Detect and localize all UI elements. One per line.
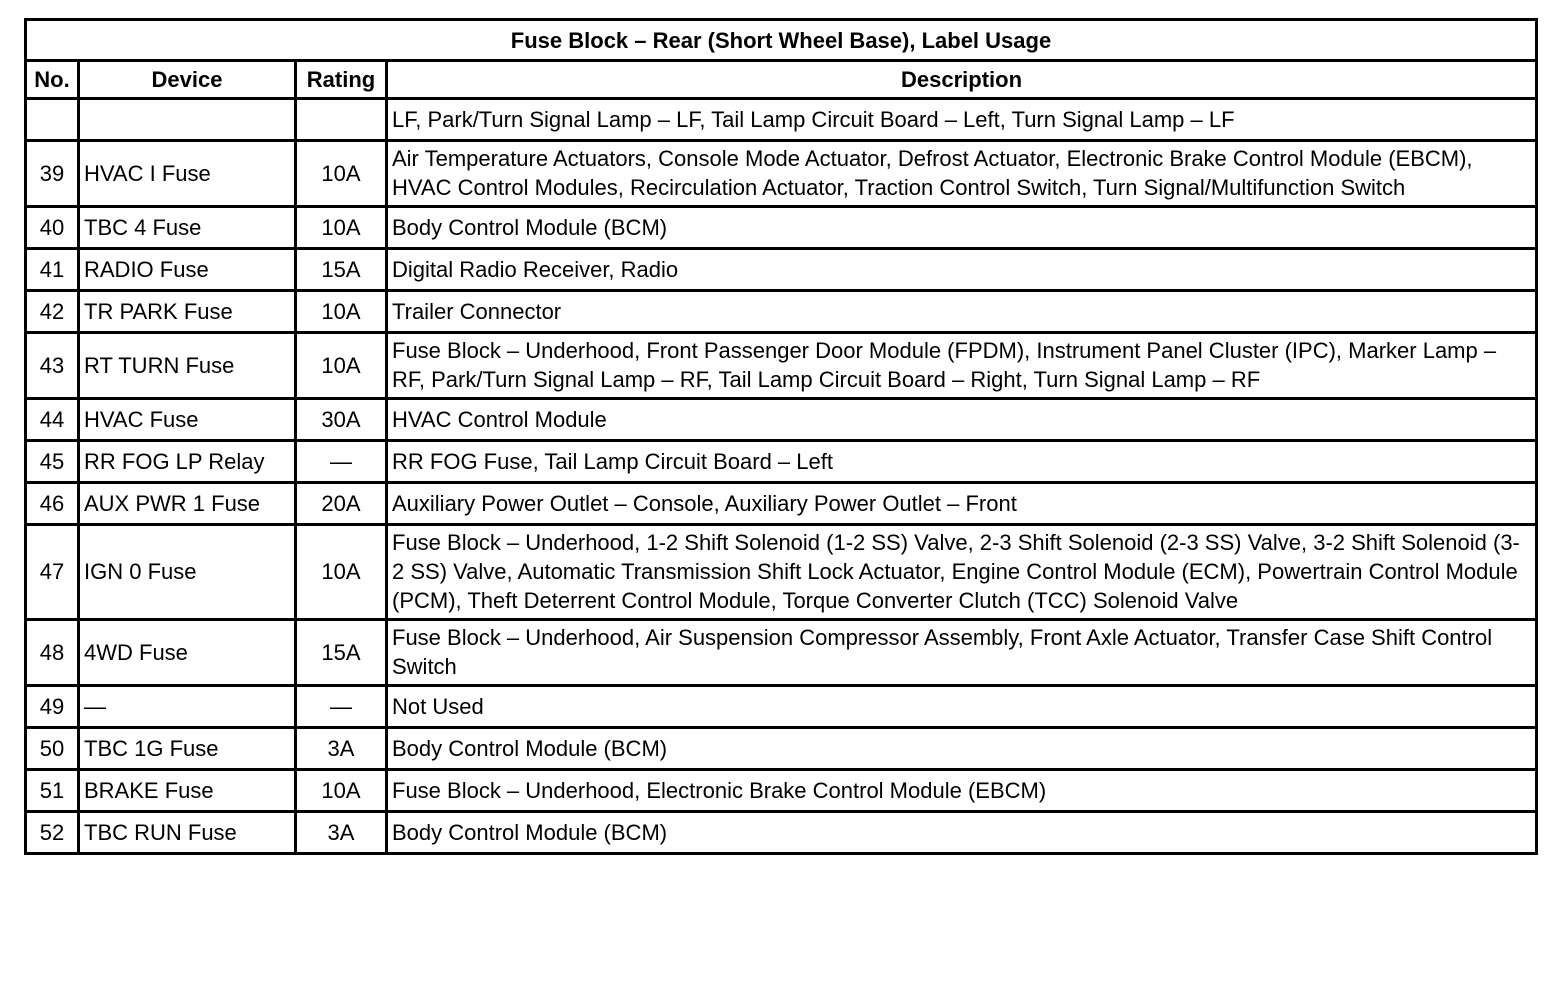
cell-rating: 10A: [296, 291, 387, 333]
cell-rating: 10A: [296, 141, 387, 207]
cell-description: Fuse Block – Underhood, Front Passenger Door Module (FPDM), Instrument Panel Cluster (IPC), Marker Lamp – RF, Park/Turn Signal Lamp – RF, Tail Lamp Circuit Board – Right, Turn Signal Lamp – RF: [387, 333, 1537, 399]
cell-no: 47: [26, 525, 79, 620]
table-row: [26, 770, 1537, 812]
cell-device: RADIO Fuse: [79, 249, 296, 291]
header-description: Description: [387, 61, 1537, 99]
table-row: [26, 620, 1537, 686]
table-row: [26, 812, 1537, 854]
cell-no: 41: [26, 249, 79, 291]
cell-no: 49: [26, 686, 79, 728]
cell-device: BRAKE Fuse: [79, 770, 296, 812]
cell-description: Fuse Block – Underhood, Electronic Brake Control Module (EBCM): [387, 770, 1537, 812]
cell-device: TBC 4 Fuse: [79, 207, 296, 249]
header-row: [26, 61, 1537, 99]
cell-device: RR FOG LP Relay: [79, 441, 296, 483]
table-row: [26, 441, 1537, 483]
fuse-block-table: [24, 18, 1538, 855]
cell-rating: 3A: [296, 728, 387, 770]
cell-description: HVAC Control Module: [387, 399, 1537, 441]
cell-no: [26, 99, 79, 141]
table-row: [26, 525, 1537, 620]
table-row: [26, 686, 1537, 728]
table-row: [26, 207, 1537, 249]
header-rating: Rating: [296, 61, 387, 99]
cell-device: HVAC I Fuse: [79, 141, 296, 207]
cell-device: 4WD Fuse: [79, 620, 296, 686]
table-title: Fuse Block – Rear (Short Wheel Base), Label Usage: [26, 20, 1537, 61]
cell-description: Fuse Block – Underhood, Air Suspension Compressor Assembly, Front Axle Actuator, Transfer Case Shift Control Switch: [387, 620, 1537, 686]
table-row: [26, 99, 1537, 141]
cell-device: TBC 1G Fuse: [79, 728, 296, 770]
cell-description: Air Temperature Actuators, Console Mode Actuator, Defrost Actuator, Electronic Brake Control Module (EBCM), HVAC Control Modules, Recirculation Actuator, Traction Control Switch, Turn Signal/Multifunction Switch: [387, 141, 1537, 207]
cell-description: Not Used: [387, 686, 1537, 728]
cell-rating: 30A: [296, 399, 387, 441]
cell-rating: 10A: [296, 207, 387, 249]
cell-rating: [296, 99, 387, 141]
table-row: [26, 249, 1537, 291]
cell-rating: 20A: [296, 483, 387, 525]
header-no: No.: [26, 61, 79, 99]
cell-description: LF, Park/Turn Signal Lamp – LF, Tail Lamp Circuit Board – Left, Turn Signal Lamp – LF: [387, 99, 1537, 141]
cell-description: Auxiliary Power Outlet – Console, Auxiliary Power Outlet – Front: [387, 483, 1537, 525]
cell-rating: 15A: [296, 249, 387, 291]
cell-rating: 10A: [296, 770, 387, 812]
cell-device: AUX PWR 1 Fuse: [79, 483, 296, 525]
cell-device: —: [79, 686, 296, 728]
cell-description: Digital Radio Receiver, Radio: [387, 249, 1537, 291]
cell-device: HVAC Fuse: [79, 399, 296, 441]
cell-no: 40: [26, 207, 79, 249]
table-row: [26, 483, 1537, 525]
cell-rating: —: [296, 686, 387, 728]
cell-no: 51: [26, 770, 79, 812]
cell-rating: 15A: [296, 620, 387, 686]
cell-no: 45: [26, 441, 79, 483]
cell-rating: 10A: [296, 525, 387, 620]
title-row: [26, 20, 1537, 61]
cell-description: Fuse Block – Underhood, 1-2 Shift Solenoid (1-2 SS) Valve, 2-3 Shift Solenoid (2-3 SS) Valve, 3-2 Shift Solenoid (3-2 SS) Valve, Automatic Transmission Shift Lock Actuator, Engine Control Module (ECM), Powertrain Control Module (PCM), Theft Deterrent Control Module, Torque Converter Clutch (TCC) Solenoid Valve: [387, 525, 1537, 620]
table-row: [26, 141, 1537, 207]
cell-device: TBC RUN Fuse: [79, 812, 296, 854]
header-device: Device: [79, 61, 296, 99]
table-row: [26, 291, 1537, 333]
cell-no: 44: [26, 399, 79, 441]
cell-no: 48: [26, 620, 79, 686]
cell-description: Body Control Module (BCM): [387, 728, 1537, 770]
table-row: [26, 333, 1537, 399]
cell-device: RT TURN Fuse: [79, 333, 296, 399]
cell-description: Body Control Module (BCM): [387, 207, 1537, 249]
cell-description: Trailer Connector: [387, 291, 1537, 333]
cell-no: 39: [26, 141, 79, 207]
cell-description: Body Control Module (BCM): [387, 812, 1537, 854]
cell-no: 50: [26, 728, 79, 770]
cell-rating: 3A: [296, 812, 387, 854]
cell-no: 43: [26, 333, 79, 399]
table-row: [26, 728, 1537, 770]
cell-rating: —: [296, 441, 387, 483]
cell-device: TR PARK Fuse: [79, 291, 296, 333]
cell-description: RR FOG Fuse, Tail Lamp Circuit Board – Left: [387, 441, 1537, 483]
cell-rating: 10A: [296, 333, 387, 399]
cell-no: 52: [26, 812, 79, 854]
cell-device: IGN 0 Fuse: [79, 525, 296, 620]
cell-device: [79, 99, 296, 141]
cell-no: 42: [26, 291, 79, 333]
cell-no: 46: [26, 483, 79, 525]
table-row: [26, 399, 1537, 441]
